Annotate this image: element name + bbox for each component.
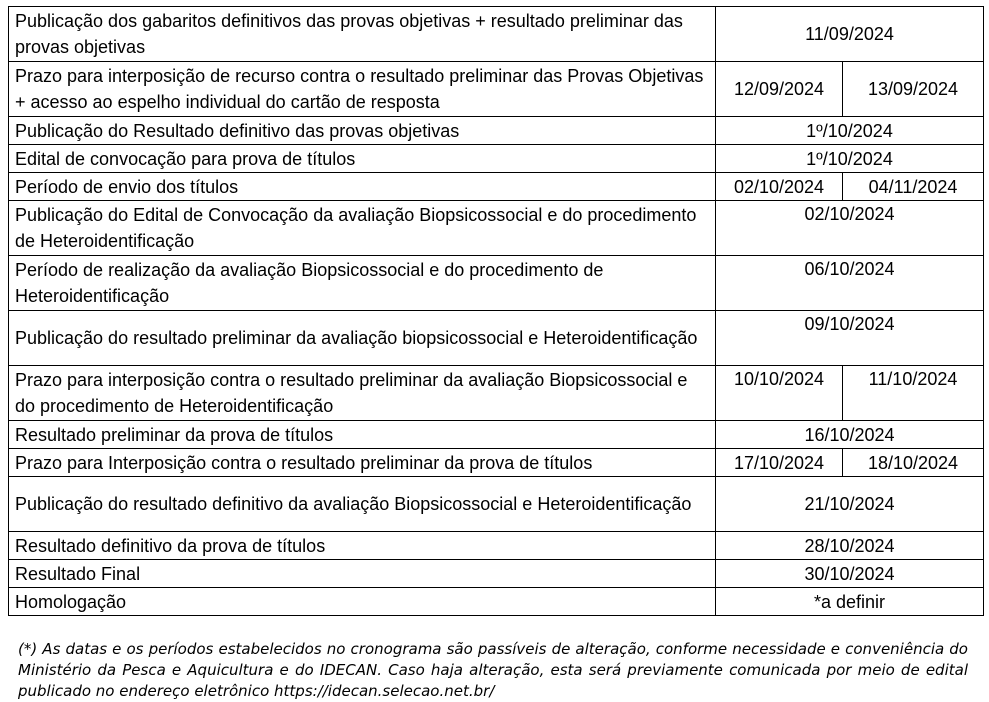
table-row xyxy=(9,588,984,616)
date-cell: 28/10/2024 xyxy=(716,532,984,560)
event-cell: Resultado Final xyxy=(9,560,716,588)
date-cell: 30/10/2024 xyxy=(716,560,984,588)
table-row xyxy=(9,366,984,421)
schedule-table xyxy=(8,6,984,616)
date-cell: 1º/10/2024 xyxy=(716,145,984,173)
event-cell: Homologação xyxy=(9,588,716,616)
event-cell: Publicação do resultado definitivo da avaliação Biopsicossocial e Heteroidentificação xyxy=(9,477,716,532)
date-cell: 06/10/2024 xyxy=(716,256,984,311)
event-cell: Edital de convocação para prova de títulos xyxy=(9,145,716,173)
event-cell: Período de envio dos títulos xyxy=(9,173,716,201)
table-row xyxy=(9,7,984,62)
event-cell: Resultado definitivo da prova de títulos xyxy=(9,532,716,560)
table-row xyxy=(9,173,984,201)
event-cell: Publicação dos gabaritos definitivos das provas objetivas + resultado preliminar das provas objetivas xyxy=(9,7,716,62)
date-cell: 02/10/2024 xyxy=(716,201,984,256)
event-cell: Período de realização da avaliação Biopsicossocial e do procedimento de Heteroidentificação xyxy=(9,256,716,311)
end-date-cell: 04/11/2024 xyxy=(843,173,984,201)
table-row xyxy=(9,117,984,145)
table-row xyxy=(9,449,984,477)
table-row xyxy=(9,311,984,366)
event-cell: Prazo para interposição contra o resultado preliminar da avaliação Biopsicossocial e do procedimento de Heteroidentificação xyxy=(9,366,716,421)
start-date-cell: 12/09/2024 xyxy=(716,62,843,117)
schedule-body xyxy=(9,7,984,616)
event-cell: Prazo para interposição de recurso contra o resultado preliminar das Provas Objetivas + acesso ao espelho individual do cartão de resposta xyxy=(9,62,716,117)
date-cell: *a definir xyxy=(716,588,984,616)
table-row xyxy=(9,145,984,173)
table-row xyxy=(9,421,984,449)
end-date-cell: 11/10/2024 xyxy=(843,366,984,421)
start-date-cell: 17/10/2024 xyxy=(716,449,843,477)
event-cell: Resultado preliminar da prova de títulos xyxy=(9,421,716,449)
date-cell: 21/10/2024 xyxy=(716,477,984,532)
table-row xyxy=(9,62,984,117)
table-row xyxy=(9,256,984,311)
table-row xyxy=(9,201,984,256)
end-date-cell: 18/10/2024 xyxy=(843,449,984,477)
event-cell: Prazo para Interposição contra o resultado preliminar da prova de títulos xyxy=(9,449,716,477)
date-cell: 11/09/2024 xyxy=(716,7,984,62)
footnote: (*) As datas e os períodos estabelecidos no cronograma são passíveis de alteração, conforme necessidade e conveniência do Ministério da Pesca e Aquicultura e do IDECAN. Caso haja alteração, esta será previamente comunicada por meio de edital publicado no endereço eletrônico https://idecan.selecao.net.br/ xyxy=(18,640,968,700)
table-row xyxy=(9,532,984,560)
table-row xyxy=(9,560,984,588)
event-cell: Publicação do Resultado definitivo das provas objetivas xyxy=(9,117,716,145)
start-date-cell: 10/10/2024 xyxy=(716,366,843,421)
table-row xyxy=(9,477,984,532)
event-cell: Publicação do resultado preliminar da avaliação biopsicossocial e Heteroidentificação xyxy=(9,311,716,366)
date-cell: 16/10/2024 xyxy=(716,421,984,449)
event-cell: Publicação do Edital de Convocação da avaliação Biopsicossocial e do procedimento de Heteroidentificação xyxy=(9,201,716,256)
date-cell: 09/10/2024 xyxy=(716,311,984,366)
end-date-cell: 13/09/2024 xyxy=(843,62,984,117)
date-cell: 1º/10/2024 xyxy=(716,117,984,145)
start-date-cell: 02/10/2024 xyxy=(716,173,843,201)
